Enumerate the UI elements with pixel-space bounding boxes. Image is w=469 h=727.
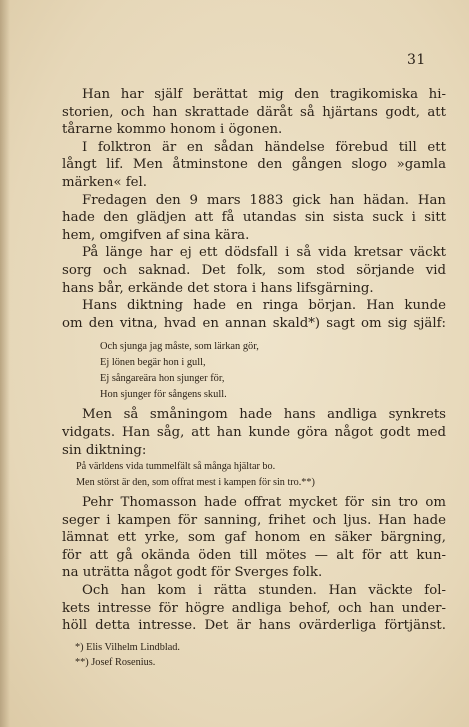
text-line: kets intresse för högre andliga behof, och han under- (62, 600, 446, 616)
text-line: tårarne kommo honom i ögonen. (62, 122, 283, 138)
text-line: Och han kom i rätta stunden. Han väckte fol- (82, 583, 446, 599)
text-line: hade den glädjen att få utandas sin sista suck i sitt (62, 210, 446, 226)
text-line: hem, omgifven af sina kära. (62, 227, 250, 243)
text-line: sin diktning: (62, 442, 147, 458)
verse-line: Men störst är den, som offrat mest i kampen för sin tro.**) (76, 477, 315, 489)
page-number: 31 (407, 52, 426, 68)
text-line: vidgats. Han såg, att han kunde göra något godt med (62, 424, 446, 440)
text-line: Fredagen den 9 mars 1883 gick han hädan. Han (82, 192, 446, 208)
footnote: **) Josef Rosenius. (75, 656, 156, 668)
text-line: I folktron är en sådan händelse förebud till ett (82, 139, 446, 155)
text-line: långt lif. Men åtminstone den gången slogo »gamla (62, 157, 446, 173)
text-line: hans bår, erkände det stora i hans lifsgärning. (62, 280, 374, 296)
verse-line: Ej sångareära hon sjunger för, (100, 373, 225, 385)
text-line: för att gå okända öden till mötes — alt för att kun- (62, 547, 446, 563)
text-line: storien, och han skrattade däråt så hjärtans godt, att (62, 104, 446, 120)
page-edge-shadow (0, 0, 10, 727)
text-line: Pehr Thomasson hade offrat mycket för sin tro om (82, 495, 446, 511)
text-line: om den vitna, hvad en annan skald*) sagt om sig själf: (62, 315, 446, 331)
text-line: På länge har ej ett dödsfall i så vida kretsar väckt (82, 245, 446, 261)
footnotes (75, 641, 180, 670)
text-line: sorg och saknad. Det folk, som stod sörjande vid (62, 262, 446, 278)
verse-line: Och sjunga jag måste, som lärkan gör, (100, 341, 259, 353)
body-text (62, 86, 446, 635)
verse-line: Ej lönen begär hon i gull, (100, 357, 206, 369)
text-line: lämnat ett yrke, som gaf honom en säker bärgning, (62, 530, 446, 546)
footnote: *) Elis Vilhelm Lindblad. (75, 642, 181, 653)
text-line: Han har själf berättat mig den tragikomiska hi- (82, 87, 446, 102)
verse-line: På världens vida tummelfält så många hjältar bo. (76, 461, 276, 473)
verse-line: Hon sjunger för sångens skull. (100, 389, 227, 401)
text-line: Hans diktning hade en ringa början. Han kunde (82, 298, 446, 314)
text-line: seger i kampen för sanning, frihet och ljus. Han hade (62, 512, 446, 528)
text-line: märken« fel. (62, 174, 148, 190)
text-line: höll detta intresse. Det är hans ovärderliga förtjänst. (62, 618, 446, 634)
text-line: Men så småningom hade hans andliga synkrets (82, 407, 446, 423)
text-line: na uträtta något godt för Sverges folk. (62, 565, 323, 581)
